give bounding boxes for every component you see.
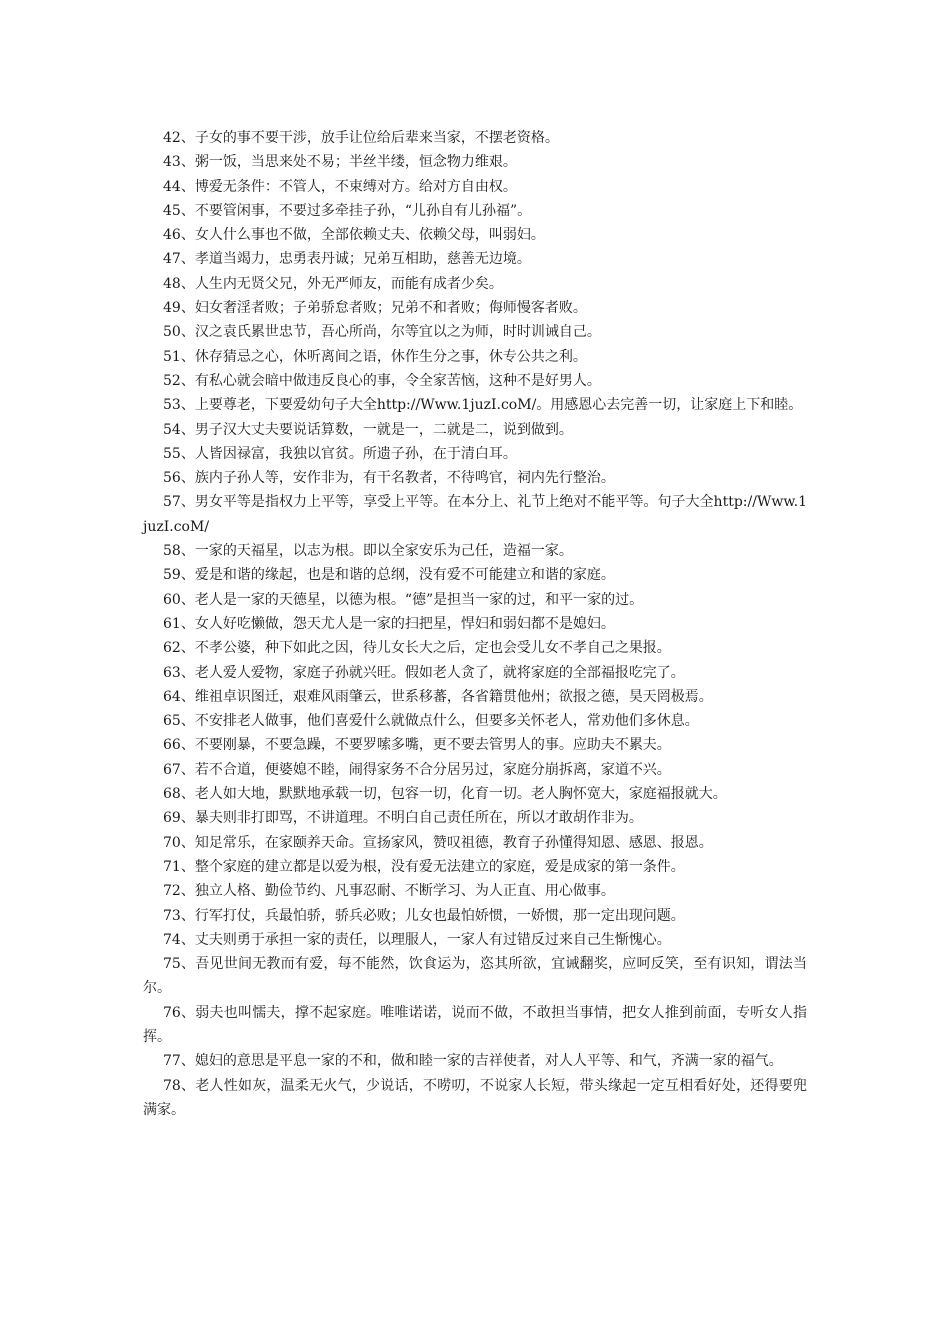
paragraph-70: 70、知足常乐，在家颐养天命。宣扬家风，赞叹祖德，教育子孙懂得知恩、感恩、报恩。 bbox=[163, 834, 713, 851]
paragraph-68: 68、老人如大地，默默地承载一切，包容一切，化育一切。老人胸怀宽大，家庭福报就大。 bbox=[163, 786, 727, 803]
paragraph-65: 65、不安排老人做事，他们喜爱什么就做点什么，但要多关怀老人，常劝他们多休息。 bbox=[163, 713, 699, 730]
paragraph-44: 44、博爱无条件：不管人，不束缚对方。给对方自由权。 bbox=[163, 178, 517, 195]
document-body bbox=[143, 126, 807, 1122]
paragraph-58: 58、一家的天福星，以志为根。即以全家安乐为己任，造福一家。 bbox=[163, 543, 573, 560]
paragraph-64: 64、维祖卓识图迁，艰难风雨肇云，世系移蕃，各省籍贯他州；欲报之德，昊天罔极焉。 bbox=[163, 688, 713, 705]
paragraph-60: 60、老人是一家的天德星，以德为根。“德”是担当一家的过，和平一家的过。 bbox=[163, 591, 644, 608]
paragraph-77: 77、媳妇的意思是平息一家的不和，做和睦一家的吉祥使者，对人人平等、和气，齐满一家的福气。 bbox=[163, 1053, 783, 1070]
paragraph-47: 47、孝道当竭力，忠勇表丹诚；兄弟互相助，慈善无边境。 bbox=[163, 251, 531, 268]
paragraph-76: 76、弱夫也叫懦夫，撑不起家庭。唯唯诺诺，说而不做，不敢担当事情，把女人推到前面，专听女人指挥。 bbox=[143, 1004, 807, 1045]
paragraph-78: 78、老人性如灰，温柔无火气，少说话，不唠叨，不说家人长短，带头缘起一定互相看好处，还得要兜满家。 bbox=[143, 1077, 807, 1118]
paragraph-63: 63、老人爱人爱物，家庭子孙就兴旺。假如老人贪了，就将家庭的全部福报吃完了。 bbox=[163, 664, 685, 681]
paragraph-62: 62、不孝公婆，种下如此之因，待儿女长大之后，定也会受儿女不孝自己之果报。 bbox=[163, 640, 671, 657]
paragraph-73: 73、行军打仗，兵最怕骄，骄兵必败；儿女也最怕娇惯，一娇惯，那一定出现问题。 bbox=[163, 907, 685, 924]
paragraph-45: 45、不要管闲事，不要过多牵挂子孙，“儿孙自有儿孙福”。 bbox=[163, 202, 532, 219]
paragraph-75: 75、吾见世间无教而有爱，每不能然，饮食运为，恣其所欲，宜诫翻奖，应呵反笑，至有识知，谓法当尔。 bbox=[143, 956, 807, 997]
paragraph-53: 53、上要尊老，下要爱幼句子大全http://Www.1juzI.coM/。用感恩心去完善一切，让家庭上下和睦。 bbox=[163, 397, 803, 414]
paragraph-59: 59、爱是和谐的缘起，也是和谐的总纲，没有爱不可能建立和谐的家庭。 bbox=[163, 567, 615, 584]
paragraph-54: 54、男子汉大丈夫要说话算数，一就是一，二就是二，说到做到。 bbox=[163, 421, 573, 438]
paragraph-50: 50、汉之袁氏累世忠节，吾心所尚，尔等宜以之为师，时时训诫自己。 bbox=[163, 324, 601, 341]
paragraph-66: 66、不要刚暴，不要急躁，不要罗嗦多嘴，更不要去管男人的事。应助夫不累夫。 bbox=[163, 737, 671, 754]
paragraph-42: 42、子女的事不要干涉，放手让位给后辈来当家，不摆老资格。 bbox=[163, 130, 559, 146]
paragraph-61: 61、女人好吃懒做，怨天尤人是一家的扫把星，悍妇和弱妇都不是媳妇。 bbox=[163, 615, 615, 632]
paragraph-56: 56、族内子孙人等，安作非为，有干名教者，不待鸣官，祠内先行整治。 bbox=[163, 470, 615, 487]
paragraph-74: 74、丈夫则勇于承担一家的责任，以理服人，一家人有过错反过来自己生惭愧心。 bbox=[163, 931, 671, 948]
paragraph-67: 67、若不合道，便婆媳不睦，闹得家务不合分居另过，家庭分崩拆离，家道不兴。 bbox=[163, 761, 671, 778]
paragraph-52: 52、有私心就会暗中做违反良心的事，令全家苦恼，这种不是好男人。 bbox=[163, 372, 601, 389]
paragraph-43: 43、粥一饭，当思来处不易；半丝半缕，恒念物力维艰。 bbox=[163, 154, 517, 171]
paragraph-48: 48、人生内无贤父兄，外无严师友，而能有成者少矣。 bbox=[163, 275, 503, 292]
paragraph-72: 72、独立人格、勤俭节约、凡事忍耐、不断学习、为人正直、用心做事。 bbox=[163, 883, 615, 900]
paragraph-57: 57、男女平等是指权力上平等，享受上平等。在本分上、礼节上绝对不能平等。句子大全http://Www.1juzI.coM/ bbox=[143, 494, 807, 535]
paragraph-49: 49、妇女奢淫者败；子弟骄怠者败；兄弟不和者败；侮师慢客者败。 bbox=[163, 300, 587, 317]
paragraph-71: 71、整个家庭的建立都是以爱为根，没有爱无法建立的家庭，爱是成家的第一条件。 bbox=[163, 858, 685, 875]
paragraph-55: 55、人皆因禄富，我独以官贫。所遗子孙，在于清白耳。 bbox=[163, 445, 517, 462]
paragraph-46: 46、女人什么事也不做，全部依赖丈夫、依赖父母，叫弱妇。 bbox=[163, 227, 545, 244]
paragraph-69: 69、暴夫则非打即骂，不讲道理。不明白自己责任所在，所以才敢胡作非为。 bbox=[163, 810, 643, 827]
paragraph-51: 51、休存猜忌之心，休听离间之语，休作生分之事，休专公共之利。 bbox=[163, 348, 587, 365]
